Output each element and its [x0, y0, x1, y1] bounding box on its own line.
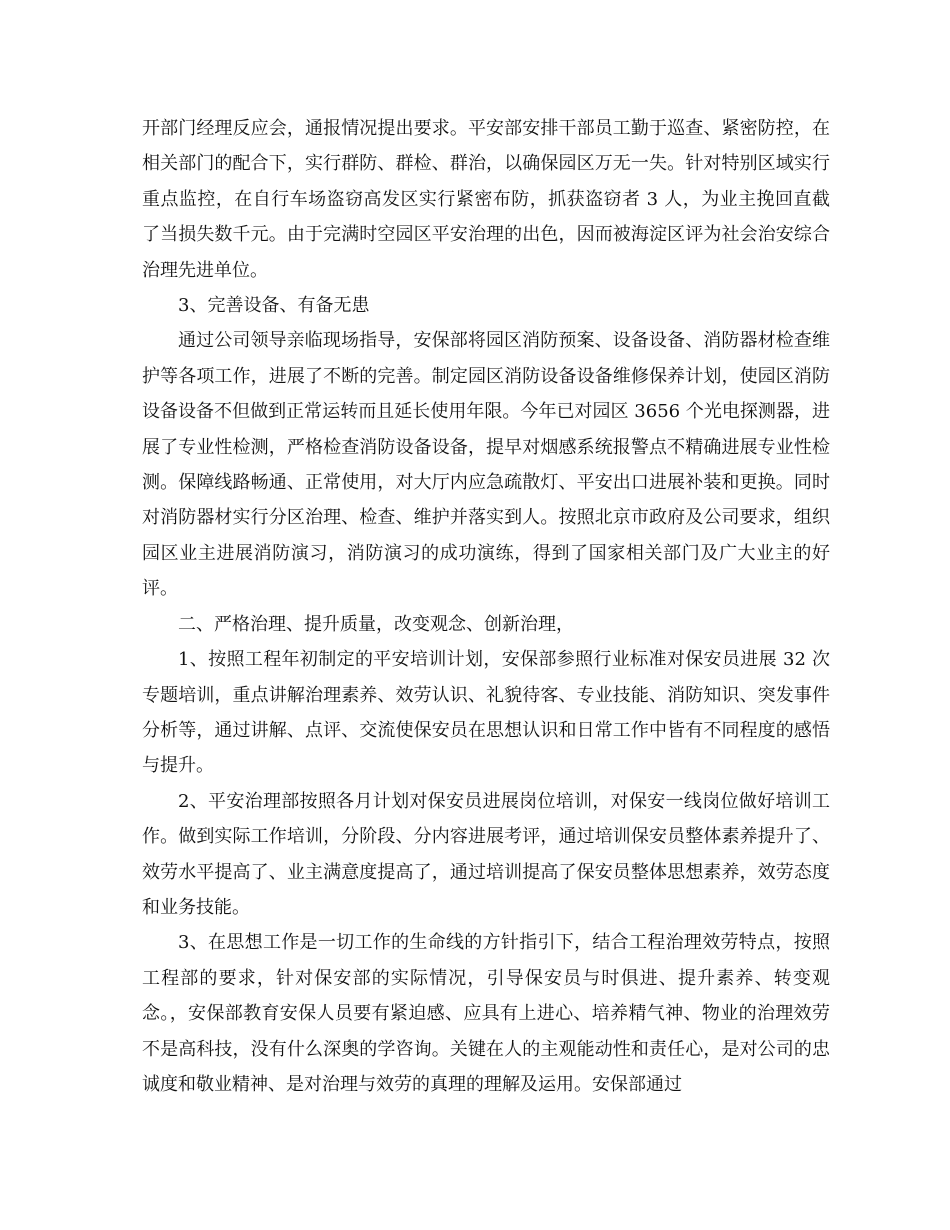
paragraph-fire-safety: 通过公司领导亲临现场指导，安保部将园区消防预案、设备设备、消防器材检查维护等各项工作，进展了不断的完善。制定园区消防设备设备维修保养计划，使园区消防设备设备不但做到正常运转而且延长使用年限。今年已对园区 3656 个光电探测器，进展了专业性检测，严格检查消防设备设备，提早对烟感系统报警点不精确进展专业性检测。保障线路畅通、正常使用，对大厅内应急疏散灯、平安出口进展补装和更换。同时对消防器材实行分区治理、检查、维护并落实到人。按照北京市政府及公司要求，组织园区业主进展消防演习，消防演习的成功演练，得到了国家相关部门及广大业主的好评。: [142, 330, 830, 600]
paragraph-training-plan: 1、按照工程年初制定的平安培训计划，安保部参照行业标准对保安员进展 32 次专题培训，重点讲解治理素养、效劳认识、礼貌待客、专业技能、消防知识、突发事件分析等，通过讲解、点评、交流使保安员在思想认识和日常工作中皆有不同程度的感悟与提升。: [142, 649, 830, 777]
section-heading-equipment: 3、完善设备、有备无患: [178, 295, 370, 317]
section-heading-management: 二、严格治理、提升质量，改变观念、创新治理，: [178, 613, 574, 635]
paragraph-continuation: 开部门经理反应会，通报情况提出要求。平安部安排干部员工勤于巡查、紧密防控，在相关部门的配合下，实行群防、群检、群治，以确保园区万无一失。针对特别区域实行重点监控，在自行车场盗窃高发区实行紧密布防，抓获盗窃者 3 人，为业主挽回直截了当损失数千元。由于完满时空园区平安治理的出色，因而被海淀区评为社会治安综合治理先进单位。: [142, 118, 830, 281]
document-body: [142, 111, 830, 1102]
paragraph-ideological-work: 3、在思想工作是一切工作的生命线的方针指引下，结合工程治理效劳特点，按照工程部的要求，针对保安部的实际情况，引导保安员与时俱进、提升素养、转变观念。，安保部教育安保人员要有紧迫感、应具有上进心、培养精气神、物业的治理效劳不是高科技，没有什么深奥的学咨询。关键在人的主观能动性和责任心，是对公司的忠诚度和敬业精神、是对治理与效劳的真理的理解及运用。安保部通过: [142, 932, 830, 1095]
paragraph-post-training: 2、平安治理部按照各月计划对保安员进展岗位培训，对保安一线岗位做好培训工作。做到实际工作培训，分阶段、分内容进展考评，通过培训保安员整体素养提升了、效劳水平提高了、业主满意度提高了，通过培训提高了保安员整体思想素养，效劳态度和业务技能。: [142, 790, 830, 918]
